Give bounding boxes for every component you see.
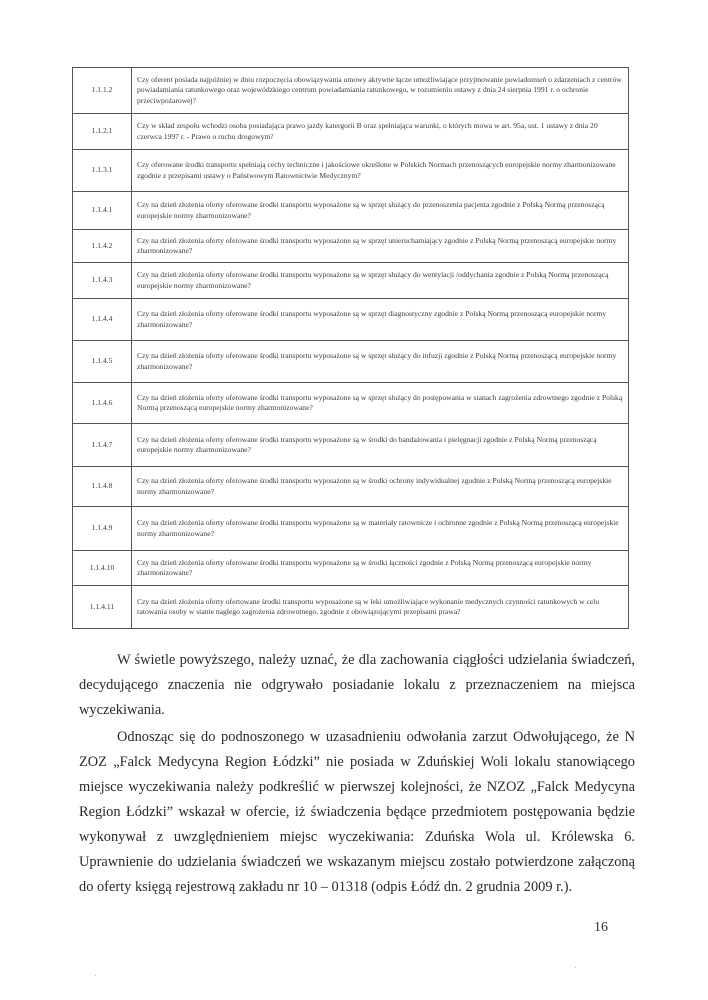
scan-artifact (575, 967, 576, 968)
criterion-question: Czy oferowane środki transportu spełniają cechy techniczne i jakościowe określone w Polskich Normach przenoszących europejskie normy zharmonizowane zgodnie z przepisami ustawy o Państwowym Ratownictwie Medycznym? (132, 150, 629, 192)
criterion-code: 1.1.4.4 (73, 299, 132, 341)
table-row (73, 192, 629, 230)
criterion-question: Czy na dzień złożenia oferty oferowane środki transportu wyposażone są w środki ochrony indywidualnej zgodnie z Polską Normą przenoszącą europejskie normy zharmonizowane? (132, 467, 629, 507)
table-row (73, 68, 629, 114)
criterion-code: 1.1.4.10 (73, 551, 132, 586)
criterion-question: Czy oferent posiada najpóźniej w dniu rozpoczęcia obowiązywania umowy aktywne łącze umożliwiające przyjmowanie powiadomień o zdarzeniach z centrów powiadamiania ratunkowego oraz wojewódzkiego centrum powiadamiania ratunkowego, w rozumieniu ustawy z dnia 24 sierpnia 1991 r. o ochronie przeciwpożarowej? (132, 68, 629, 114)
table-row (73, 586, 629, 629)
table-row (73, 341, 629, 383)
criterion-question: Czy na dzień złożenia oferty oferowane środki transportu wyposażone są w środki do bandażowania i pielęgnacji zgodnie z Polską Normą przenoszącą europejskie normy zharmonizowane? (132, 424, 629, 467)
criterion-code: 1.1.4.2 (73, 230, 132, 263)
criterion-code: 1.1.4.1 (73, 192, 132, 230)
criterion-code: 1.1.4.5 (73, 341, 132, 383)
page-number: 16 (594, 920, 608, 935)
criterion-question: Czy na dzień złożenia oferty oferowane środki transportu wyposażone są w sprzęt służący do postępowania w stanach zagrożenia zdrowtnego zgodnie z Polską Normą przenoszącą europejskie normy zharmonizowane? (132, 383, 629, 424)
paragraph: Odnosząc się do podnoszonego w uzasadnieniu odwołania zarzut Odwołującego, że N ZOZ „Falck Medycyna Region Łódzki” nie posiada w Zduńskiej Woli lokalu stanowiącego miejsce wyczekiwania należy podkreślić w pierwszej kolejności, że NZOZ „Falck Medycyna Region Łódzki” wskazał w ofercie, iż świadczenia będące przedmiotem postępowania będzie wykonywał z uwzględnieniem miejsc wyczekiwania: Zduńska Wola ul. Królewska 6. Uprawnienie do udzielania świadczeń we wskazanym miejscu zostało potwierdzone załączoną do oferty księgą rejestrową zakładu nr 10 – 01318 (odpis Łódź dn. 2 grudnia 2009 r.). (79, 729, 635, 895)
table-row (73, 150, 629, 192)
criterion-question: Czy w skład zespołu wchodzi osoba posiadająca prawo jazdy katergorii B oraz spełniająca warunki, o których mowa w art. 95a, ust. 1 ustawy z dnia 20 czerwca 1997 r. - Prawo o ruchu drogowym? (132, 114, 629, 150)
criterion-question: Czy na dzień złożenia oferty oferowane środki transportu wyposażone są w sprzęt służący do wentylacji /oddychania zgodnie z Polską Normą przenoszącą europejskie normy zharmonizowane? (132, 263, 629, 299)
criterion-code: 1.1.1.2 (73, 68, 132, 114)
criterion-code: 1.1.4.8 (73, 467, 132, 507)
table-row (73, 263, 629, 299)
table-row (73, 551, 629, 586)
table-row (73, 114, 629, 150)
criterion-code: 1.1.4.3 (73, 263, 132, 299)
criterion-question: Czy na dzień złożenia oferty oferowane środki transportu wyposażone są w sprzęt diagnostyczny zgodnie z Polską Normą przenoszącą europejskie normy zharmonizowane? (132, 299, 629, 341)
criterion-question: Czy na dzień złożenia oferty ofertowane środki transportu wyposażone są w leki umożliwiające wykonanie medycznych czynności ratunkowych w celu ratowania osoby w stanie nagłego zagrożenia zdrowotnego, zgodnie z obowiązującymi przepisami prawa? (132, 586, 629, 629)
criterion-code: 1.1.4.11 (73, 586, 132, 629)
criterion-question: Czy na dzień złożenia oferty oferowane środki transportu wyposażone są w sprzęt unieruchamiający zgodnie z Polską Normą przenoszącą europejskie normy zharmonizowane? (132, 230, 629, 263)
paragraph: W świetle powyższego, należy uznać, że dla zachowania ciągłości udzielania świadczeń, decydującego znaczenia nie odgrywało posiadanie lokalu z przeznaczeniem na miejsca wyczekiwania. (79, 652, 635, 718)
body-text (79, 648, 635, 900)
criterion-question: Czy na dzień złożenia oferty oferowane środki transportu wyposażone są w sprzęt służący do infuzji zgodnie z Polską Normą przenoszącą europejskie normy zharmonizowane? (132, 341, 629, 383)
table-row (73, 230, 629, 263)
criteria-table (72, 67, 629, 629)
criterion-code: 1.1.4.6 (73, 383, 132, 424)
table-row (73, 467, 629, 507)
criterion-code: 1.1.3.1 (73, 150, 132, 192)
table-row (73, 299, 629, 341)
criterion-code: 1.1.4.7 (73, 424, 132, 467)
criterion-question: Czy na dzień złożenia oferty oferowane środki transportu wyposażone są w materiały ratownicze i ochronne zgodnie z Polską Normą przenoszącą europejskie normy zharmonizowane? (132, 507, 629, 551)
criteria-table-body (73, 68, 629, 629)
criterion-question: Czy na dzień złożenia oferty oferowane środki transportu wyposażone są w sprzęt służący do przenoszenia pacjenta zgodnie z Polską Normą przenoszącą europejskie normy zharmonizowane? (132, 192, 629, 230)
table-row (73, 507, 629, 551)
criterion-code: 1.1.2.1 (73, 114, 132, 150)
criterion-code: 1.1.4.9 (73, 507, 132, 551)
criterion-question: Czy na dzień złożenia oferty oferowane środki transportu wyposażone są w środki łączności zgodnie z Polską Normą przenoszącą europejskie normy zharmonizowane? (132, 551, 629, 586)
scan-artifact (95, 975, 96, 976)
table-row (73, 383, 629, 424)
table-row (73, 424, 629, 467)
